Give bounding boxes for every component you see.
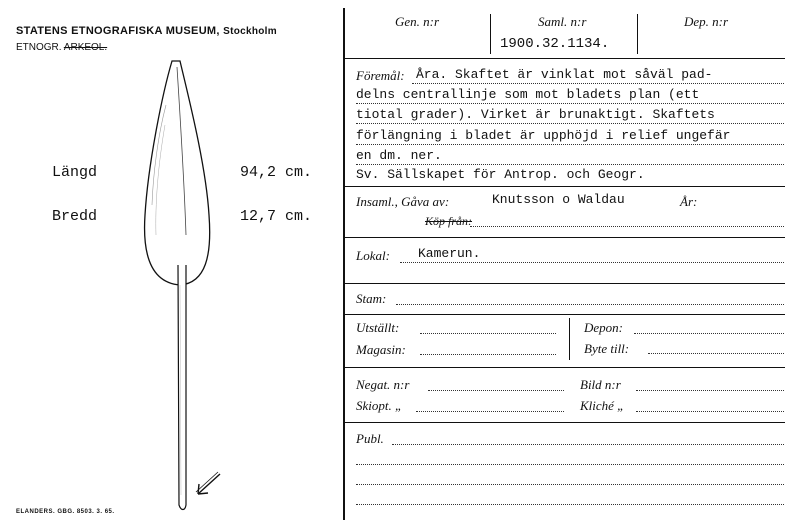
divider <box>569 318 570 360</box>
bild-label: Bild n:r <box>580 377 621 392</box>
foremal-line-4: förlängning i bladet är upphöjd i relief ungefär <box>356 128 731 143</box>
utstallt-label: Utställt: <box>356 320 400 335</box>
rule <box>345 237 785 238</box>
magasin-label: Magasin: <box>356 342 406 357</box>
foremal-line-6: Sv. Sällskapet för Antrop. och Geogr. <box>356 167 645 182</box>
card-left-border <box>343 8 345 520</box>
rule <box>345 58 785 59</box>
foremal-line-2: delns centrallinje som mot bladets plan (ett <box>356 87 700 102</box>
kliche-label: Kliché „ <box>580 398 625 413</box>
rule <box>345 367 785 368</box>
dep-nr-label: Dep. n:r <box>684 14 729 29</box>
printer-imprint: ELANDERS. GBG. 8503. 3. 65. <box>16 509 115 515</box>
skiopt-label: Skiopt. „ <box>356 398 403 413</box>
department-line: ETNOGR. ARKEOL. <box>16 42 108 53</box>
rule <box>345 314 785 315</box>
length-label: Längd <box>52 164 98 181</box>
divider <box>637 14 638 54</box>
byte-till-label: Byte till: <box>584 341 630 356</box>
paddle-drawing <box>120 55 240 515</box>
saml-nr-label: Saml. n:r <box>538 14 587 29</box>
lokal-value: Kamerun. <box>418 246 481 261</box>
foremal-line-5: en dm. ner. <box>356 148 442 163</box>
divider <box>490 14 491 54</box>
lokal-label: Lokal: <box>356 248 390 263</box>
arrow-icon <box>190 470 230 500</box>
kop-fran-label: Köp från: <box>425 214 473 228</box>
museum-title: STATENS ETNOGRAFISKA MUSEUM, Stockholm <box>16 25 277 37</box>
negat-label: Negat. n:r <box>356 377 410 392</box>
foremal-line-1: Åra. Skaftet är vinklat mot såväl pad- <box>416 67 713 82</box>
year-label: År: <box>680 194 698 209</box>
rule <box>345 422 785 423</box>
saml-nr-value: 1900.32.1134. <box>500 36 610 52</box>
depon-label: Depon: <box>584 320 623 335</box>
insaml-value: Knutsson o Waldau <box>492 192 625 207</box>
width-value: 12,7 cm. <box>240 208 313 225</box>
foremal-line-3: tiotal grader). Virket är brunaktigt. Skaftets <box>356 107 715 122</box>
stam-label: Stam: <box>356 291 387 306</box>
width-label: Bredd <box>52 208 98 225</box>
gen-nr-label: Gen. n:r <box>395 14 440 29</box>
length-value: 94,2 cm. <box>240 164 313 181</box>
rule <box>345 283 785 284</box>
publ-label: Publ. <box>356 431 384 446</box>
foremal-label: Föremål: <box>356 68 405 83</box>
insaml-label: Insaml., Gåva av: <box>356 194 450 209</box>
rule <box>345 186 785 187</box>
paddle-shaft <box>178 265 186 510</box>
